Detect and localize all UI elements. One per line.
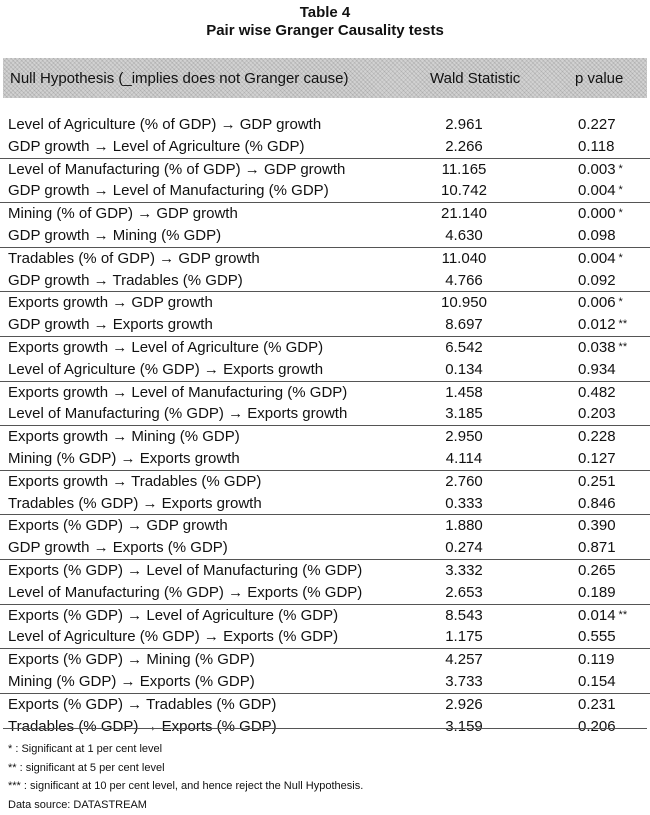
table-row	[0, 158, 650, 181]
null-hypothesis-cell: Level of Agriculture (% GDP) → Exports growth	[8, 360, 324, 378]
p-value-cell	[578, 562, 616, 579]
wald-statistic-cell: 0.274	[445, 539, 483, 557]
table-row	[0, 716, 650, 738]
wald-statistic-cell: 11.040	[441, 249, 487, 267]
wald-statistic-cell: 3.185	[445, 405, 483, 423]
table-row	[0, 604, 650, 627]
p-value-cell	[578, 673, 616, 690]
wald-statistic-cell: 2.950	[445, 428, 483, 446]
p-value-number: 0.251	[578, 472, 616, 490]
wald-statistic-cell: 1.175	[445, 628, 483, 646]
p-value-number: 0.003	[578, 160, 616, 178]
null-hypothesis-cell: Level of Agriculture (% GDP) → Exports (% GDP)	[8, 628, 339, 646]
table-row	[0, 314, 650, 336]
wald-statistic-cell: 11.165	[441, 160, 487, 178]
p-value-cell	[578, 584, 616, 601]
wald-statistic-cell: 8.697	[445, 316, 483, 334]
table-row	[0, 537, 650, 559]
p-value-number: 0.004	[578, 249, 616, 267]
p-value-cell	[578, 539, 616, 556]
p-value-cell	[578, 628, 616, 645]
p-value-number: 0.119	[578, 651, 615, 669]
p-value-cell	[578, 495, 616, 512]
null-hypothesis-cell: GDP growth → Level of Agriculture (% GDP)	[8, 137, 305, 155]
wald-statistic-cell: 2.760	[445, 472, 483, 490]
p-value-cell	[578, 384, 616, 401]
null-hypothesis-cell: Exports (% GDP) → Mining (% GDP)	[8, 651, 255, 669]
null-hypothesis-cell: Exports (% GDP) → Tradables (% GDP)	[8, 695, 277, 713]
significance-marker: *	[618, 207, 623, 220]
p-value-cell	[578, 450, 616, 467]
null-hypothesis-cell: GDP growth → Level of Manufacturing (% GDP)	[8, 182, 329, 200]
wald-statistic-cell: 3.733	[445, 672, 483, 690]
table-body	[0, 114, 650, 737]
p-value-cell	[578, 205, 623, 222]
null-hypothesis-cell: Tradables (% of GDP) → GDP growth	[8, 249, 260, 267]
p-value-number: 0.038	[578, 338, 616, 356]
table-row	[0, 114, 650, 136]
wald-statistic-cell: 2.926	[445, 695, 483, 713]
table-row	[0, 671, 650, 693]
null-hypothesis-cell: GDP growth → Exports (% GDP)	[8, 539, 228, 557]
p-value-number: 0.227	[578, 116, 616, 133]
table-row	[0, 425, 650, 448]
significance-marker: **	[618, 608, 628, 621]
p-value-cell	[578, 517, 616, 534]
p-value-number: 0.118	[578, 137, 615, 155]
significance-marker: *	[618, 296, 623, 309]
table-row	[0, 202, 650, 225]
significance-marker: **	[618, 340, 628, 353]
p-value-number: 0.127	[578, 449, 616, 467]
null-hypothesis-cell: GDP growth → Tradables (% GDP)	[8, 271, 243, 289]
p-value-number: 0.846	[578, 494, 616, 512]
p-value-cell	[578, 316, 627, 333]
significance-marker: *	[618, 184, 623, 197]
wald-statistic-cell: 6.542	[445, 338, 483, 356]
p-value-cell	[578, 339, 627, 356]
table-row	[0, 247, 650, 270]
table-row	[0, 136, 650, 158]
wald-statistic-cell: 10.742	[441, 182, 487, 200]
table-row	[0, 381, 650, 404]
data-source: Data source: DATASTREAM	[8, 798, 147, 811]
wald-statistic-cell: 2.961	[445, 116, 483, 133]
table-row	[0, 270, 650, 292]
p-value-number: 0.189	[578, 583, 616, 601]
wald-statistic-cell: 4.766	[445, 271, 483, 289]
p-value-cell	[578, 182, 623, 199]
wald-statistic-cell: 1.880	[445, 517, 483, 535]
null-hypothesis-cell: Level of Manufacturing (% of GDP) → GDP growth	[8, 160, 346, 178]
wald-statistic-cell: 3.159	[445, 717, 483, 735]
p-value-number: 0.206	[578, 717, 616, 735]
p-value-cell	[578, 138, 614, 155]
p-value-number: 0.092	[578, 271, 616, 289]
significance-marker: *	[618, 162, 623, 175]
null-hypothesis-cell: GDP growth → Exports growth	[8, 316, 213, 334]
table-bottom-rule	[3, 728, 647, 729]
table-subtitle: Pair wise Granger Causality tests	[206, 22, 444, 39]
table-row	[0, 559, 650, 582]
p-value-number: 0.203	[578, 405, 616, 423]
p-value-number: 0.934	[578, 360, 616, 378]
footnotes	[8, 740, 363, 814]
table-title: Table 4	[299, 4, 351, 21]
wald-statistic-cell: 4.630	[445, 226, 483, 244]
wald-statistic-cell: 4.257	[445, 651, 483, 669]
null-hypothesis-cell: Exports growth → Tradables (% GDP)	[8, 472, 262, 490]
p-value-cell	[578, 116, 616, 133]
p-value-cell	[578, 696, 616, 713]
null-hypothesis-cell: Exports growth → GDP growth	[8, 294, 213, 312]
p-value-cell	[578, 428, 616, 445]
null-hypothesis-cell: Level of Agriculture (% of GDP) → GDP growth	[8, 116, 322, 133]
footnote-3: *** : significant at 10 per cent level, and hence reject the Null Hypothesis.	[8, 780, 364, 792]
table-row	[0, 180, 650, 202]
significance-marker: **	[618, 318, 628, 331]
table-row	[0, 514, 650, 537]
null-hypothesis-cell: Exports growth → Level of Agriculture (% GDP)	[8, 338, 324, 356]
header-wald-statistic: Wald Statistic	[430, 70, 521, 87]
p-value-number: 0.482	[578, 383, 616, 401]
null-hypothesis-cell: Exports growth → Mining (% GDP)	[8, 428, 240, 446]
p-value-number: 0.390	[578, 517, 616, 535]
wald-statistic-cell: 10.950	[441, 294, 487, 312]
table-row	[0, 693, 650, 716]
header-p-value: p value	[575, 70, 624, 87]
null-hypothesis-cell: Tradables (% GDP) → Exports (% GDP)	[8, 717, 277, 735]
null-hypothesis-cell: Mining (% of GDP) → GDP growth	[8, 205, 238, 223]
p-value-number: 0.006	[578, 294, 616, 312]
p-value-number: 0.154	[578, 672, 616, 690]
wald-statistic-cell: 8.543	[445, 606, 483, 624]
p-value-number: 0.231	[578, 695, 616, 713]
footnote-2: ** : significant at 5 per cent level	[8, 761, 165, 774]
p-value-cell	[578, 272, 616, 289]
wald-statistic-cell: 2.266	[445, 137, 483, 155]
p-value-cell	[578, 651, 614, 668]
null-hypothesis-cell: Exports (% GDP) → Level of Manufacturing (% GDP)	[8, 561, 363, 579]
p-value-number: 0.555	[578, 628, 616, 646]
p-value-cell	[578, 161, 623, 178]
null-hypothesis-cell: Exports growth → Level of Manufacturing (% GDP)	[8, 383, 348, 401]
p-value-number: 0.014	[578, 606, 616, 624]
p-value-number: 0.228	[578, 428, 616, 446]
p-value-cell	[578, 227, 616, 244]
wald-statistic-cell: 21.140	[441, 205, 487, 223]
table-row	[0, 336, 650, 359]
wald-statistic-cell: 0.333	[445, 494, 483, 512]
wald-statistic-cell: 4.114	[445, 449, 483, 467]
p-value-cell	[578, 405, 616, 422]
wald-statistic-cell: 3.332	[445, 561, 483, 579]
table-row	[0, 493, 650, 515]
p-value-number: 0.265	[578, 561, 616, 579]
wald-statistic-cell: 0.134	[445, 360, 483, 378]
header-null-hypothesis: Null Hypothesis (_implies does not Granger cause)	[10, 70, 349, 87]
table-row	[0, 403, 650, 425]
p-value-number: 0.098	[578, 226, 616, 244]
table-row	[0, 448, 650, 470]
p-value-number: 0.000	[578, 205, 616, 223]
p-value-number: 0.871	[578, 539, 616, 557]
null-hypothesis-cell: Level of Manufacturing (% GDP) → Exports (% GDP)	[8, 583, 363, 601]
p-value-cell	[578, 607, 627, 624]
p-value-number: 0.012	[578, 316, 616, 334]
wald-statistic-cell: 1.458	[445, 383, 483, 401]
footnote-1: * : Significant at 1 per cent level	[8, 743, 163, 755]
p-value-cell	[578, 294, 623, 311]
table-row	[0, 648, 650, 671]
p-value-cell	[578, 718, 616, 735]
p-value-cell	[578, 250, 623, 267]
table-row	[0, 470, 650, 493]
table-row	[0, 225, 650, 247]
significance-marker: *	[618, 251, 623, 264]
null-hypothesis-cell: Exports (% GDP) → Level of Agriculture (% GDP)	[8, 606, 339, 624]
null-hypothesis-cell: Mining (% GDP) → Exports growth	[8, 449, 240, 467]
table-row	[0, 291, 650, 314]
null-hypothesis-cell: GDP growth → Mining (% GDP)	[8, 226, 222, 244]
table-row	[0, 359, 650, 381]
p-value-cell	[578, 361, 616, 378]
table-row	[0, 582, 650, 604]
null-hypothesis-cell: Tradables (% GDP) → Exports growth	[8, 494, 262, 512]
p-value-number: 0.004	[578, 182, 616, 200]
wald-statistic-cell: 2.653	[445, 583, 483, 601]
null-hypothesis-cell: Exports (% GDP) → GDP growth	[8, 517, 228, 535]
null-hypothesis-cell: Level of Manufacturing (% GDP) → Exports growth	[8, 405, 348, 423]
table-row	[0, 626, 650, 648]
p-value-cell	[578, 473, 616, 490]
null-hypothesis-cell: Mining (% GDP) → Exports (% GDP)	[8, 672, 255, 690]
